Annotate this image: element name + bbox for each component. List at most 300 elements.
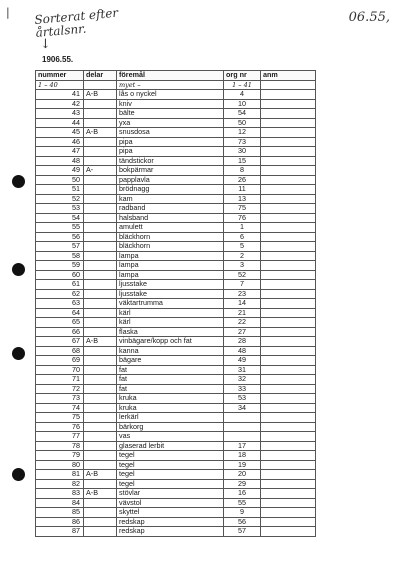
cell-delar xyxy=(84,232,117,242)
punch-hole xyxy=(12,347,25,360)
cell-foremal: tegel xyxy=(117,451,224,461)
punch-hole xyxy=(12,175,25,188)
cell-nummer: 45 xyxy=(36,128,84,138)
cell-anm xyxy=(261,337,316,347)
cell-org-nr: 76 xyxy=(224,213,261,223)
inventory-table xyxy=(35,70,316,537)
handwritten-sort-note xyxy=(34,4,146,39)
cell-foremal: brödnagg xyxy=(117,185,224,195)
cell-nummer: 61 xyxy=(36,280,84,290)
cell-delar xyxy=(84,289,117,299)
handwritten-note-line-2: årtalsnr. xyxy=(35,21,87,40)
cell-foremal: kruka xyxy=(117,394,224,404)
cell-anm xyxy=(261,137,316,147)
cell-foremal: lampa xyxy=(117,270,224,280)
table-row xyxy=(36,99,316,109)
cell-foremal: pipa xyxy=(117,147,224,157)
cell-anm xyxy=(261,422,316,432)
cell-anm xyxy=(261,508,316,518)
cell-nummer: 78 xyxy=(36,441,84,451)
cell-anm xyxy=(261,128,316,138)
range-foremal: myet – xyxy=(117,80,224,90)
cell-org-nr: 4 xyxy=(224,90,261,100)
cell-anm xyxy=(261,489,316,499)
document-date: 1906.55. xyxy=(42,55,74,64)
cell-anm xyxy=(261,470,316,480)
table-row xyxy=(36,128,316,138)
table-row xyxy=(36,327,316,337)
cell-delar xyxy=(84,441,117,451)
cell-nummer: 85 xyxy=(36,508,84,518)
cell-anm xyxy=(261,194,316,204)
cell-nummer: 48 xyxy=(36,156,84,166)
range-nummer: 1 – 40 xyxy=(36,80,84,90)
table-row xyxy=(36,242,316,252)
cell-org-nr: 29 xyxy=(224,479,261,489)
cell-delar: A-B xyxy=(84,470,117,480)
cell-nummer: 73 xyxy=(36,394,84,404)
cell-foremal: ljusstake xyxy=(117,289,224,299)
cell-foremal: kniv xyxy=(117,99,224,109)
cell-anm xyxy=(261,299,316,309)
cell-anm xyxy=(261,242,316,252)
cell-org-nr: 55 xyxy=(224,498,261,508)
cell-foremal: fat xyxy=(117,375,224,385)
cell-anm xyxy=(261,441,316,451)
cell-delar: A-B xyxy=(84,337,117,347)
table-row xyxy=(36,166,316,176)
cell-anm xyxy=(261,185,316,195)
table-row xyxy=(36,489,316,499)
table-row xyxy=(36,308,316,318)
cell-org-nr: 34 xyxy=(224,403,261,413)
cell-foremal: radband xyxy=(117,204,224,214)
cell-foremal: bärkorg xyxy=(117,422,224,432)
cell-foremal: tegel xyxy=(117,460,224,470)
cell-delar xyxy=(84,318,117,328)
cell-nummer: 62 xyxy=(36,289,84,299)
cell-nummer: 74 xyxy=(36,403,84,413)
cell-foremal: lås o nyckel xyxy=(117,90,224,100)
cell-org-nr: 27 xyxy=(224,327,261,337)
cell-delar: A-B xyxy=(84,489,117,499)
cell-delar xyxy=(84,270,117,280)
cell-foremal: kärl xyxy=(117,318,224,328)
table-row xyxy=(36,394,316,404)
cell-org-nr xyxy=(224,413,261,423)
cell-nummer: 83 xyxy=(36,489,84,499)
cell-delar: A-B xyxy=(84,90,117,100)
cell-nummer: 41 xyxy=(36,90,84,100)
cell-foremal: lerkärl xyxy=(117,413,224,423)
cell-nummer: 42 xyxy=(36,99,84,109)
cell-delar: A- xyxy=(84,166,117,176)
table-row xyxy=(36,280,316,290)
cell-nummer: 71 xyxy=(36,375,84,385)
punch-hole xyxy=(12,263,25,276)
cell-foremal: lampa xyxy=(117,251,224,261)
cell-foremal: halsband xyxy=(117,213,224,223)
range-org-nr: 1 – 41 xyxy=(224,80,261,90)
cell-nummer: 81 xyxy=(36,470,84,480)
cell-anm xyxy=(261,166,316,176)
range-anm xyxy=(261,80,316,90)
cell-org-nr: 33 xyxy=(224,384,261,394)
cell-delar xyxy=(84,384,117,394)
cell-org-nr: 2 xyxy=(224,251,261,261)
table-row xyxy=(36,261,316,271)
table-row xyxy=(36,137,316,147)
table-row xyxy=(36,337,316,347)
cell-delar xyxy=(84,498,117,508)
table-row xyxy=(36,422,316,432)
table-row xyxy=(36,156,316,166)
cell-nummer: 53 xyxy=(36,204,84,214)
cell-delar xyxy=(84,99,117,109)
cell-org-nr: 26 xyxy=(224,175,261,185)
cell-nummer: 46 xyxy=(36,137,84,147)
table-row xyxy=(36,109,316,119)
cell-foremal: tegel xyxy=(117,479,224,489)
cell-nummer: 50 xyxy=(36,175,84,185)
cell-delar xyxy=(84,194,117,204)
cell-org-nr xyxy=(224,422,261,432)
table-row xyxy=(36,384,316,394)
cell-delar xyxy=(84,327,117,337)
cell-nummer: 80 xyxy=(36,460,84,470)
cell-delar xyxy=(84,156,117,166)
cell-foremal: vinbägare/kopp och fat xyxy=(117,337,224,347)
cell-foremal: kärl xyxy=(117,308,224,318)
cell-org-nr xyxy=(224,432,261,442)
cell-delar xyxy=(84,261,117,271)
cell-org-nr: 3 xyxy=(224,261,261,271)
cell-org-nr: 20 xyxy=(224,470,261,480)
cell-org-nr: 23 xyxy=(224,289,261,299)
cell-org-nr: 18 xyxy=(224,451,261,461)
cell-foremal: bokpärmar xyxy=(117,166,224,176)
cell-foremal: flaska xyxy=(117,327,224,337)
table-row xyxy=(36,299,316,309)
table-row xyxy=(36,498,316,508)
table-row xyxy=(36,251,316,261)
cell-delar xyxy=(84,422,117,432)
cell-anm xyxy=(261,375,316,385)
table-row xyxy=(36,185,316,195)
cell-nummer: 47 xyxy=(36,147,84,157)
cell-foremal: bälte xyxy=(117,109,224,119)
cell-nummer: 87 xyxy=(36,527,84,537)
table-row xyxy=(36,175,316,185)
cell-delar xyxy=(84,118,117,128)
cell-nummer: 66 xyxy=(36,327,84,337)
cell-org-nr: 16 xyxy=(224,489,261,499)
table-row xyxy=(36,508,316,518)
cell-delar xyxy=(84,308,117,318)
cell-foremal: tändstickor xyxy=(117,156,224,166)
cell-foremal: fat xyxy=(117,384,224,394)
handwritten-corner-mark: | xyxy=(6,6,10,19)
table-header-row xyxy=(36,71,316,81)
cell-delar xyxy=(84,109,117,119)
cell-foremal: kanna xyxy=(117,346,224,356)
cell-delar xyxy=(84,242,117,252)
table-row xyxy=(36,470,316,480)
cell-org-nr: 11 xyxy=(224,185,261,195)
punch-hole xyxy=(12,468,25,481)
cell-foremal: redskap xyxy=(117,517,224,527)
cell-delar xyxy=(84,185,117,195)
cell-delar xyxy=(84,280,117,290)
cell-anm xyxy=(261,451,316,461)
cell-anm xyxy=(261,204,316,214)
cell-delar xyxy=(84,251,117,261)
cell-anm xyxy=(261,270,316,280)
cell-anm xyxy=(261,394,316,404)
cell-nummer: 57 xyxy=(36,242,84,252)
cell-org-nr: 32 xyxy=(224,375,261,385)
cell-nummer: 82 xyxy=(36,479,84,489)
table-row xyxy=(36,451,316,461)
cell-delar xyxy=(84,299,117,309)
cell-delar xyxy=(84,365,117,375)
cell-anm xyxy=(261,460,316,470)
header-org-nr: org nr xyxy=(224,71,261,81)
cell-org-nr: 57 xyxy=(224,527,261,537)
cell-foremal: yxa xyxy=(117,118,224,128)
table-row xyxy=(36,479,316,489)
cell-delar xyxy=(84,147,117,157)
header-anm: anm xyxy=(261,71,316,81)
cell-nummer: 59 xyxy=(36,261,84,271)
cell-anm xyxy=(261,280,316,290)
cell-nummer: 86 xyxy=(36,517,84,527)
handwritten-note-line-1: Sorterat efter xyxy=(33,5,119,27)
cell-anm xyxy=(261,384,316,394)
cell-anm xyxy=(261,90,316,100)
cell-nummer: 63 xyxy=(36,299,84,309)
cell-org-nr: 22 xyxy=(224,318,261,328)
cell-anm xyxy=(261,261,316,271)
cell-delar xyxy=(84,394,117,404)
cell-org-nr: 1 xyxy=(224,223,261,233)
handwritten-arrow: ↓ xyxy=(40,37,51,52)
cell-org-nr: 50 xyxy=(224,118,261,128)
cell-nummer: 72 xyxy=(36,384,84,394)
cell-nummer: 43 xyxy=(36,109,84,119)
cell-anm xyxy=(261,308,316,318)
cell-org-nr: 73 xyxy=(224,137,261,147)
cell-nummer: 56 xyxy=(36,232,84,242)
cell-delar xyxy=(84,403,117,413)
cell-anm xyxy=(261,232,316,242)
cell-org-nr: 7 xyxy=(224,280,261,290)
cell-foremal: bläckhorn xyxy=(117,232,224,242)
table-row xyxy=(36,289,316,299)
cell-nummer: 77 xyxy=(36,432,84,442)
cell-anm xyxy=(261,156,316,166)
cell-delar xyxy=(84,508,117,518)
cell-org-nr: 19 xyxy=(224,460,261,470)
cell-foremal: lampa xyxy=(117,261,224,271)
cell-org-nr: 10 xyxy=(224,99,261,109)
table-row xyxy=(36,118,316,128)
cell-delar xyxy=(84,413,117,423)
cell-delar xyxy=(84,223,117,233)
cell-anm xyxy=(261,318,316,328)
cell-nummer: 52 xyxy=(36,194,84,204)
table-row xyxy=(36,204,316,214)
cell-delar xyxy=(84,460,117,470)
cell-delar xyxy=(84,479,117,489)
cell-nummer: 67 xyxy=(36,337,84,347)
cell-nummer: 49 xyxy=(36,166,84,176)
cell-anm xyxy=(261,251,316,261)
cell-org-nr: 5 xyxy=(224,242,261,252)
cell-nummer: 64 xyxy=(36,308,84,318)
cell-foremal: tegel xyxy=(117,470,224,480)
cell-org-nr: 30 xyxy=(224,147,261,157)
cell-nummer: 70 xyxy=(36,365,84,375)
cell-org-nr: 48 xyxy=(224,346,261,356)
cell-nummer: 51 xyxy=(36,185,84,195)
table-row xyxy=(36,460,316,470)
cell-delar xyxy=(84,137,117,147)
table-row xyxy=(36,517,316,527)
header-nummer: nummer xyxy=(36,71,84,81)
cell-delar xyxy=(84,356,117,366)
cell-anm xyxy=(261,479,316,489)
cell-anm xyxy=(261,365,316,375)
cell-org-nr: 31 xyxy=(224,365,261,375)
cell-delar xyxy=(84,432,117,442)
table-row xyxy=(36,356,316,366)
table-row xyxy=(36,213,316,223)
cell-foremal: pipa xyxy=(117,137,224,147)
cell-anm xyxy=(261,527,316,537)
cell-anm xyxy=(261,118,316,128)
cell-org-nr: 17 xyxy=(224,441,261,451)
cell-delar xyxy=(84,346,117,356)
cell-foremal: kruka xyxy=(117,403,224,413)
cell-anm xyxy=(261,403,316,413)
cell-org-nr: 6 xyxy=(224,232,261,242)
table-row xyxy=(36,232,316,242)
cell-anm xyxy=(261,346,316,356)
cell-org-nr: 53 xyxy=(224,394,261,404)
cell-nummer: 75 xyxy=(36,413,84,423)
cell-foremal: stövlar xyxy=(117,489,224,499)
table-row xyxy=(36,270,316,280)
cell-foremal: glaserad lerbit xyxy=(117,441,224,451)
cell-anm xyxy=(261,498,316,508)
cell-nummer: 76 xyxy=(36,422,84,432)
cell-foremal: bägare xyxy=(117,356,224,366)
cell-org-nr: 54 xyxy=(224,109,261,119)
cell-foremal: vas xyxy=(117,432,224,442)
cell-org-nr: 13 xyxy=(224,194,261,204)
cell-org-nr: 75 xyxy=(224,204,261,214)
cell-foremal: väktartrumma xyxy=(117,299,224,309)
header-foremal: föremål xyxy=(117,71,224,81)
cell-anm xyxy=(261,175,316,185)
cell-anm xyxy=(261,413,316,423)
handwritten-range-row xyxy=(36,80,316,90)
cell-delar xyxy=(84,175,117,185)
cell-foremal: ljusstake xyxy=(117,280,224,290)
cell-org-nr: 21 xyxy=(224,308,261,318)
table-row xyxy=(36,318,316,328)
cell-foremal: kam xyxy=(117,194,224,204)
cell-org-nr: 56 xyxy=(224,517,261,527)
cell-anm xyxy=(261,289,316,299)
cell-delar xyxy=(84,517,117,527)
cell-org-nr: 15 xyxy=(224,156,261,166)
cell-anm xyxy=(261,99,316,109)
cell-nummer: 68 xyxy=(36,346,84,356)
cell-nummer: 55 xyxy=(36,223,84,233)
cell-anm xyxy=(261,517,316,527)
table-row xyxy=(36,223,316,233)
table-row xyxy=(36,527,316,537)
table-row xyxy=(36,441,316,451)
cell-foremal: fat xyxy=(117,365,224,375)
cell-foremal: snusdosa xyxy=(117,128,224,138)
cell-org-nr: 12 xyxy=(224,128,261,138)
table-row xyxy=(36,194,316,204)
table-row xyxy=(36,346,316,356)
cell-org-nr: 8 xyxy=(224,166,261,176)
cell-nummer: 44 xyxy=(36,118,84,128)
cell-anm xyxy=(261,356,316,366)
cell-org-nr: 49 xyxy=(224,356,261,366)
cell-nummer: 58 xyxy=(36,251,84,261)
cell-org-nr: 52 xyxy=(224,270,261,280)
handwritten-code: 06.55, xyxy=(348,10,390,25)
cell-nummer: 60 xyxy=(36,270,84,280)
table-row xyxy=(36,365,316,375)
cell-foremal: amulett xyxy=(117,223,224,233)
cell-anm xyxy=(261,213,316,223)
cell-org-nr: 28 xyxy=(224,337,261,347)
cell-org-nr: 9 xyxy=(224,508,261,518)
cell-anm xyxy=(261,432,316,442)
table-row xyxy=(36,147,316,157)
table-row xyxy=(36,90,316,100)
cell-foremal: vävstol xyxy=(117,498,224,508)
table-row xyxy=(36,432,316,442)
cell-foremal: skyttel xyxy=(117,508,224,518)
cell-nummer: 54 xyxy=(36,213,84,223)
cell-delar xyxy=(84,204,117,214)
cell-delar: A-B xyxy=(84,128,117,138)
cell-anm xyxy=(261,147,316,157)
cell-anm xyxy=(261,223,316,233)
cell-anm xyxy=(261,327,316,337)
range-delar xyxy=(84,80,117,90)
table-row xyxy=(36,403,316,413)
cell-org-nr: 14 xyxy=(224,299,261,309)
cell-delar xyxy=(84,527,117,537)
cell-nummer: 84 xyxy=(36,498,84,508)
header-delar: delar xyxy=(84,71,117,81)
cell-delar xyxy=(84,375,117,385)
cell-anm xyxy=(261,109,316,119)
table-row xyxy=(36,413,316,423)
cell-nummer: 79 xyxy=(36,451,84,461)
cell-delar xyxy=(84,213,117,223)
cell-foremal: bläckhorn xyxy=(117,242,224,252)
